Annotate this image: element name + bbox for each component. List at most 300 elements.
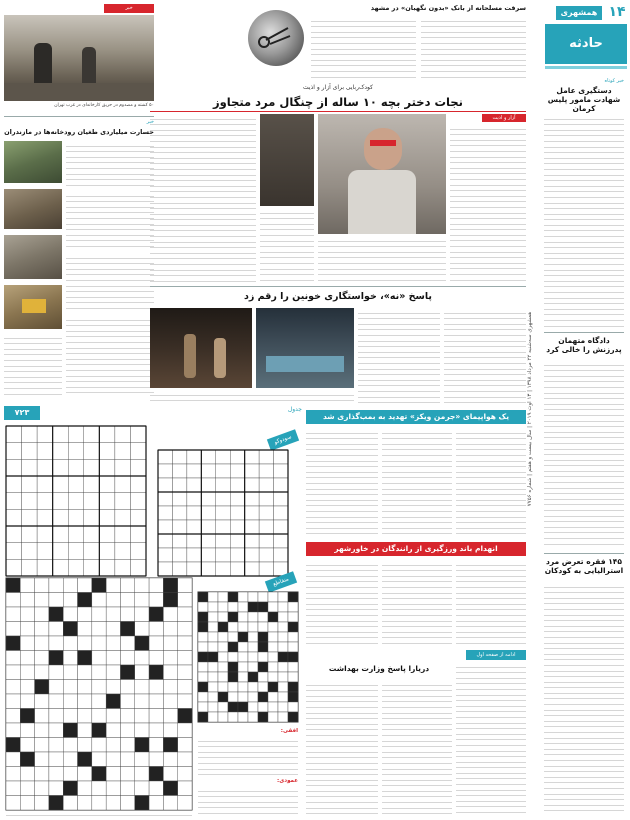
grid-cell[interactable] (158, 450, 172, 464)
grid-cell[interactable] (259, 506, 273, 520)
grid-cell[interactable] (35, 796, 49, 811)
grid-cell[interactable] (78, 796, 92, 811)
grid-cell[interactable] (149, 622, 163, 637)
grid-cell[interactable] (149, 578, 163, 593)
grid-cell[interactable] (35, 738, 49, 753)
grid-cell[interactable] (49, 665, 63, 680)
grid-cell[interactable] (35, 665, 49, 680)
grid-cell[interactable] (120, 723, 134, 738)
grid-cell[interactable] (115, 426, 131, 443)
grid-cell[interactable] (22, 493, 38, 510)
grid-cell[interactable] (163, 665, 177, 680)
grid-cell[interactable] (163, 607, 177, 622)
grid-cell[interactable] (78, 738, 92, 753)
grid-cell[interactable] (149, 709, 163, 724)
grid-cell[interactable] (228, 672, 238, 682)
grid-cell[interactable] (149, 767, 163, 782)
grid-cell[interactable] (288, 692, 298, 702)
sudoku-grid-2[interactable] (158, 450, 288, 576)
grid-cell[interactable] (245, 534, 259, 548)
grid-cell[interactable] (208, 662, 218, 672)
grid-cell[interactable] (258, 652, 268, 662)
grid-cell[interactable] (178, 665, 192, 680)
grid-cell[interactable] (35, 622, 49, 637)
grid-cell[interactable] (218, 632, 228, 642)
grid-cell[interactable] (6, 665, 20, 680)
grid-cell[interactable] (201, 548, 215, 562)
grid-cell[interactable] (92, 680, 106, 695)
grid-cell[interactable] (6, 593, 20, 608)
grid-cell[interactable] (130, 526, 146, 543)
grid-cell[interactable] (63, 767, 77, 782)
grid-cell[interactable] (6, 459, 22, 476)
grid-cell[interactable] (120, 651, 134, 666)
grid-cell[interactable] (172, 548, 186, 562)
grid-cell[interactable] (172, 534, 186, 548)
grid-cell[interactable] (78, 752, 92, 767)
grid-cell[interactable] (49, 593, 63, 608)
grid-cell[interactable] (258, 592, 268, 602)
grid-cell[interactable] (163, 796, 177, 811)
grid-cell[interactable] (158, 562, 172, 576)
grid-cell[interactable] (208, 612, 218, 622)
grid-cell[interactable] (288, 632, 298, 642)
grid-cell[interactable] (149, 607, 163, 622)
grid-cell[interactable] (218, 702, 228, 712)
grid-cell[interactable] (20, 781, 34, 796)
grid-cell[interactable] (163, 694, 177, 709)
grid-cell[interactable] (120, 709, 134, 724)
grid-cell[interactable] (274, 548, 288, 562)
grid-cell[interactable] (35, 578, 49, 593)
grid-cell[interactable] (135, 723, 149, 738)
grid-cell[interactable] (198, 592, 208, 602)
grid-cell[interactable] (218, 612, 228, 622)
grid-cell[interactable] (218, 642, 228, 652)
grid-cell[interactable] (178, 694, 192, 709)
grid-cell[interactable] (35, 709, 49, 724)
grid-cell[interactable] (288, 672, 298, 682)
grid-cell[interactable] (99, 476, 115, 493)
grid-cell[interactable] (228, 652, 238, 662)
grid-cell[interactable] (187, 562, 201, 576)
grid-cell[interactable] (201, 450, 215, 464)
grid-cell[interactable] (37, 509, 53, 526)
grid-cell[interactable] (268, 642, 278, 652)
grid-cell[interactable] (198, 662, 208, 672)
grid-cell[interactable] (53, 559, 69, 576)
grid-cell[interactable] (268, 632, 278, 642)
grid-cell[interactable] (63, 738, 77, 753)
grid-cell[interactable] (149, 796, 163, 811)
grid-cell[interactable] (22, 476, 38, 493)
grid-cell[interactable] (20, 738, 34, 753)
grid-cell[interactable] (37, 476, 53, 493)
grid-cell[interactable] (187, 548, 201, 562)
grid-cell[interactable] (218, 712, 228, 722)
grid-cell[interactable] (248, 592, 258, 602)
grid-cell[interactable] (99, 559, 115, 576)
grid-cell[interactable] (49, 796, 63, 811)
grid-cell[interactable] (268, 672, 278, 682)
grid-cell[interactable] (135, 665, 149, 680)
grid-cell[interactable] (178, 723, 192, 738)
grid-cell[interactable] (278, 702, 288, 712)
grid-cell[interactable] (278, 612, 288, 622)
grid-cell[interactable] (63, 636, 77, 651)
grid-cell[interactable] (274, 450, 288, 464)
grid-cell[interactable] (6, 493, 22, 510)
grid-cell[interactable] (120, 665, 134, 680)
grid-cell[interactable] (6, 723, 20, 738)
grid-cell[interactable] (120, 767, 134, 782)
grid-cell[interactable] (187, 478, 201, 492)
grid-cell[interactable] (130, 476, 146, 493)
grid-cell[interactable] (35, 593, 49, 608)
grid-cell[interactable] (278, 602, 288, 612)
grid-cell[interactable] (68, 426, 84, 443)
grid-cell[interactable] (268, 712, 278, 722)
grid-cell[interactable] (158, 464, 172, 478)
grid-cell[interactable] (201, 492, 215, 506)
grid-cell[interactable] (245, 450, 259, 464)
grid-cell[interactable] (84, 509, 100, 526)
grid-cell[interactable] (228, 712, 238, 722)
grid-cell[interactable] (172, 478, 186, 492)
grid-cell[interactable] (149, 738, 163, 753)
grid-cell[interactable] (37, 459, 53, 476)
grid-cell[interactable] (245, 478, 259, 492)
grid-cell[interactable] (106, 694, 120, 709)
grid-cell[interactable] (115, 526, 131, 543)
grid-cell[interactable] (245, 562, 259, 576)
grid-cell[interactable] (20, 578, 34, 593)
grid-cell[interactable] (115, 493, 131, 510)
grid-cell[interactable] (258, 632, 268, 642)
grid-cell[interactable] (106, 781, 120, 796)
grid-cell[interactable] (268, 602, 278, 612)
grid-cell[interactable] (22, 559, 38, 576)
grid-cell[interactable] (92, 607, 106, 622)
grid-cell[interactable] (228, 642, 238, 652)
grid-cell[interactable] (37, 493, 53, 510)
kakuro-grid[interactable] (198, 592, 298, 722)
grid-cell[interactable] (120, 796, 134, 811)
grid-cell[interactable] (149, 694, 163, 709)
grid-cell[interactable] (278, 662, 288, 672)
grid-cell[interactable] (78, 651, 92, 666)
grid-cell[interactable] (198, 712, 208, 722)
grid-cell[interactable] (201, 506, 215, 520)
grid-cell[interactable] (53, 543, 69, 560)
grid-cell[interactable] (120, 781, 134, 796)
grid-cell[interactable] (49, 781, 63, 796)
grid-cell[interactable] (135, 636, 149, 651)
grid-cell[interactable] (274, 506, 288, 520)
grid-cell[interactable] (268, 592, 278, 602)
grid-cell[interactable] (37, 559, 53, 576)
grid-cell[interactable] (230, 450, 244, 464)
grid-cell[interactable] (20, 723, 34, 738)
grid-cell[interactable] (49, 578, 63, 593)
grid-cell[interactable] (130, 459, 146, 476)
grid-cell[interactable] (218, 652, 228, 662)
grid-cell[interactable] (92, 665, 106, 680)
grid-cell[interactable] (106, 665, 120, 680)
grid-cell[interactable] (258, 672, 268, 682)
grid-cell[interactable] (68, 543, 84, 560)
grid-cell[interactable] (158, 506, 172, 520)
grid-cell[interactable] (92, 767, 106, 782)
grid-cell[interactable] (208, 592, 218, 602)
grid-cell[interactable] (228, 622, 238, 632)
grid-cell[interactable] (78, 694, 92, 709)
grid-cell[interactable] (49, 709, 63, 724)
grid-cell[interactable] (20, 767, 34, 782)
grid-cell[interactable] (230, 478, 244, 492)
grid-cell[interactable] (63, 651, 77, 666)
grid-cell[interactable] (163, 636, 177, 651)
grid-cell[interactable] (20, 752, 34, 767)
grid-cell[interactable] (49, 694, 63, 709)
grid-cell[interactable] (268, 652, 278, 662)
grid-cell[interactable] (163, 593, 177, 608)
grid-cell[interactable] (288, 642, 298, 652)
grid-cell[interactable] (84, 493, 100, 510)
grid-cell[interactable] (53, 476, 69, 493)
grid-cell[interactable] (78, 636, 92, 651)
grid-cell[interactable] (259, 548, 273, 562)
grid-cell[interactable] (49, 767, 63, 782)
grid-cell[interactable] (120, 680, 134, 695)
grid-cell[interactable] (228, 682, 238, 692)
crossword-grid[interactable] (6, 578, 192, 810)
grid-cell[interactable] (268, 662, 278, 672)
grid-cell[interactable] (63, 752, 77, 767)
grid-cell[interactable] (238, 592, 248, 602)
grid-cell[interactable] (216, 520, 230, 534)
grid-cell[interactable] (259, 492, 273, 506)
grid-cell[interactable] (92, 636, 106, 651)
grid-cell[interactable] (245, 520, 259, 534)
grid-cell[interactable] (63, 593, 77, 608)
grid-cell[interactable] (198, 652, 208, 662)
grid-cell[interactable] (216, 478, 230, 492)
grid-cell[interactable] (35, 723, 49, 738)
grid-cell[interactable] (218, 662, 228, 672)
grid-cell[interactable] (158, 492, 172, 506)
grid-cell[interactable] (259, 464, 273, 478)
grid-cell[interactable] (230, 464, 244, 478)
grid-cell[interactable] (53, 509, 69, 526)
grid-cell[interactable] (35, 752, 49, 767)
grid-cell[interactable] (178, 651, 192, 666)
grid-cell[interactable] (288, 682, 298, 692)
grid-cell[interactable] (135, 607, 149, 622)
grid-cell[interactable] (278, 642, 288, 652)
grid-cell[interactable] (187, 506, 201, 520)
grid-cell[interactable] (198, 602, 208, 612)
grid-cell[interactable] (6, 709, 20, 724)
grid-cell[interactable] (258, 712, 268, 722)
grid-cell[interactable] (228, 632, 238, 642)
grid-cell[interactable] (106, 796, 120, 811)
grid-cell[interactable] (198, 682, 208, 692)
grid-cell[interactable] (106, 578, 120, 593)
grid-cell[interactable] (106, 622, 120, 637)
grid-cell[interactable] (63, 709, 77, 724)
grid-cell[interactable] (245, 492, 259, 506)
grid-cell[interactable] (163, 738, 177, 753)
grid-cell[interactable] (92, 723, 106, 738)
grid-cell[interactable] (68, 559, 84, 576)
grid-cell[interactable] (135, 680, 149, 695)
grid-cell[interactable] (68, 476, 84, 493)
grid-cell[interactable] (149, 781, 163, 796)
grid-cell[interactable] (201, 534, 215, 548)
grid-cell[interactable] (216, 506, 230, 520)
grid-cell[interactable] (20, 636, 34, 651)
grid-cell[interactable] (135, 694, 149, 709)
grid-cell[interactable] (198, 672, 208, 682)
grid-cell[interactable] (6, 509, 22, 526)
grid-cell[interactable] (178, 680, 192, 695)
grid-cell[interactable] (218, 682, 228, 692)
grid-cell[interactable] (92, 752, 106, 767)
grid-cell[interactable] (238, 662, 248, 672)
grid-cell[interactable] (274, 464, 288, 478)
grid-cell[interactable] (115, 543, 131, 560)
grid-cell[interactable] (201, 464, 215, 478)
grid-cell[interactable] (163, 709, 177, 724)
grid-cell[interactable] (63, 680, 77, 695)
grid-cell[interactable] (53, 493, 69, 510)
grid-cell[interactable] (259, 520, 273, 534)
grid-cell[interactable] (135, 752, 149, 767)
grid-cell[interactable] (99, 543, 115, 560)
grid-cell[interactable] (115, 559, 131, 576)
grid-cell[interactable] (248, 602, 258, 612)
grid-cell[interactable] (268, 682, 278, 692)
grid-cell[interactable] (238, 652, 248, 662)
grid-cell[interactable] (268, 612, 278, 622)
grid-cell[interactable] (84, 559, 100, 576)
grid-cell[interactable] (63, 622, 77, 637)
grid-cell[interactable] (238, 622, 248, 632)
grid-cell[interactable] (106, 593, 120, 608)
grid-cell[interactable] (198, 702, 208, 712)
grid-cell[interactable] (99, 443, 115, 460)
grid-cell[interactable] (248, 672, 258, 682)
grid-cell[interactable] (35, 680, 49, 695)
grid-cell[interactable] (106, 709, 120, 724)
grid-cell[interactable] (106, 680, 120, 695)
grid-cell[interactable] (258, 692, 268, 702)
sudoku-grid-1[interactable] (6, 426, 146, 576)
grid-cell[interactable] (20, 607, 34, 622)
grid-cell[interactable] (216, 562, 230, 576)
grid-cell[interactable] (35, 694, 49, 709)
grid-cell[interactable] (163, 578, 177, 593)
grid-cell[interactable] (248, 622, 258, 632)
grid-cell[interactable] (238, 712, 248, 722)
grid-cell[interactable] (120, 593, 134, 608)
grid-cell[interactable] (187, 464, 201, 478)
grid-cell[interactable] (6, 636, 20, 651)
grid-cell[interactable] (268, 702, 278, 712)
grid-cell[interactable] (259, 534, 273, 548)
grid-cell[interactable] (92, 651, 106, 666)
grid-cell[interactable] (178, 752, 192, 767)
grid-cell[interactable] (158, 534, 172, 548)
grid-cell[interactable] (6, 476, 22, 493)
grid-cell[interactable] (258, 682, 268, 692)
grid-cell[interactable] (20, 796, 34, 811)
grid-cell[interactable] (115, 509, 131, 526)
grid-cell[interactable] (53, 443, 69, 460)
grid-cell[interactable] (163, 651, 177, 666)
grid-cell[interactable] (37, 543, 53, 560)
grid-cell[interactable] (278, 672, 288, 682)
grid-cell[interactable] (6, 680, 20, 695)
grid-cell[interactable] (178, 593, 192, 608)
grid-cell[interactable] (158, 548, 172, 562)
grid-cell[interactable] (278, 652, 288, 662)
grid-cell[interactable] (78, 593, 92, 608)
grid-cell[interactable] (78, 781, 92, 796)
grid-cell[interactable] (187, 450, 201, 464)
grid-cell[interactable] (149, 651, 163, 666)
grid-cell[interactable] (288, 702, 298, 712)
grid-cell[interactable] (22, 526, 38, 543)
grid-cell[interactable] (37, 526, 53, 543)
grid-cell[interactable] (6, 443, 22, 460)
grid-cell[interactable] (99, 426, 115, 443)
grid-cell[interactable] (130, 443, 146, 460)
grid-cell[interactable] (178, 578, 192, 593)
grid-cell[interactable] (288, 652, 298, 662)
grid-cell[interactable] (92, 796, 106, 811)
grid-cell[interactable] (268, 622, 278, 632)
grid-cell[interactable] (135, 651, 149, 666)
grid-cell[interactable] (248, 652, 258, 662)
grid-cell[interactable] (6, 694, 20, 709)
grid-cell[interactable] (99, 493, 115, 510)
grid-cell[interactable] (53, 459, 69, 476)
grid-cell[interactable] (78, 622, 92, 637)
grid-cell[interactable] (84, 459, 100, 476)
grid-cell[interactable] (208, 652, 218, 662)
grid-cell[interactable] (20, 622, 34, 637)
grid-cell[interactable] (68, 526, 84, 543)
grid-cell[interactable] (78, 665, 92, 680)
grid-cell[interactable] (178, 636, 192, 651)
grid-cell[interactable] (6, 752, 20, 767)
grid-cell[interactable] (135, 593, 149, 608)
grid-cell[interactable] (178, 781, 192, 796)
grid-cell[interactable] (178, 607, 192, 622)
grid-cell[interactable] (228, 612, 238, 622)
grid-cell[interactable] (245, 506, 259, 520)
grid-cell[interactable] (35, 767, 49, 782)
grid-cell[interactable] (35, 636, 49, 651)
grid-cell[interactable] (228, 662, 238, 672)
grid-cell[interactable] (120, 622, 134, 637)
grid-cell[interactable] (149, 593, 163, 608)
grid-cell[interactable] (208, 632, 218, 642)
grid-cell[interactable] (163, 622, 177, 637)
grid-cell[interactable] (37, 443, 53, 460)
